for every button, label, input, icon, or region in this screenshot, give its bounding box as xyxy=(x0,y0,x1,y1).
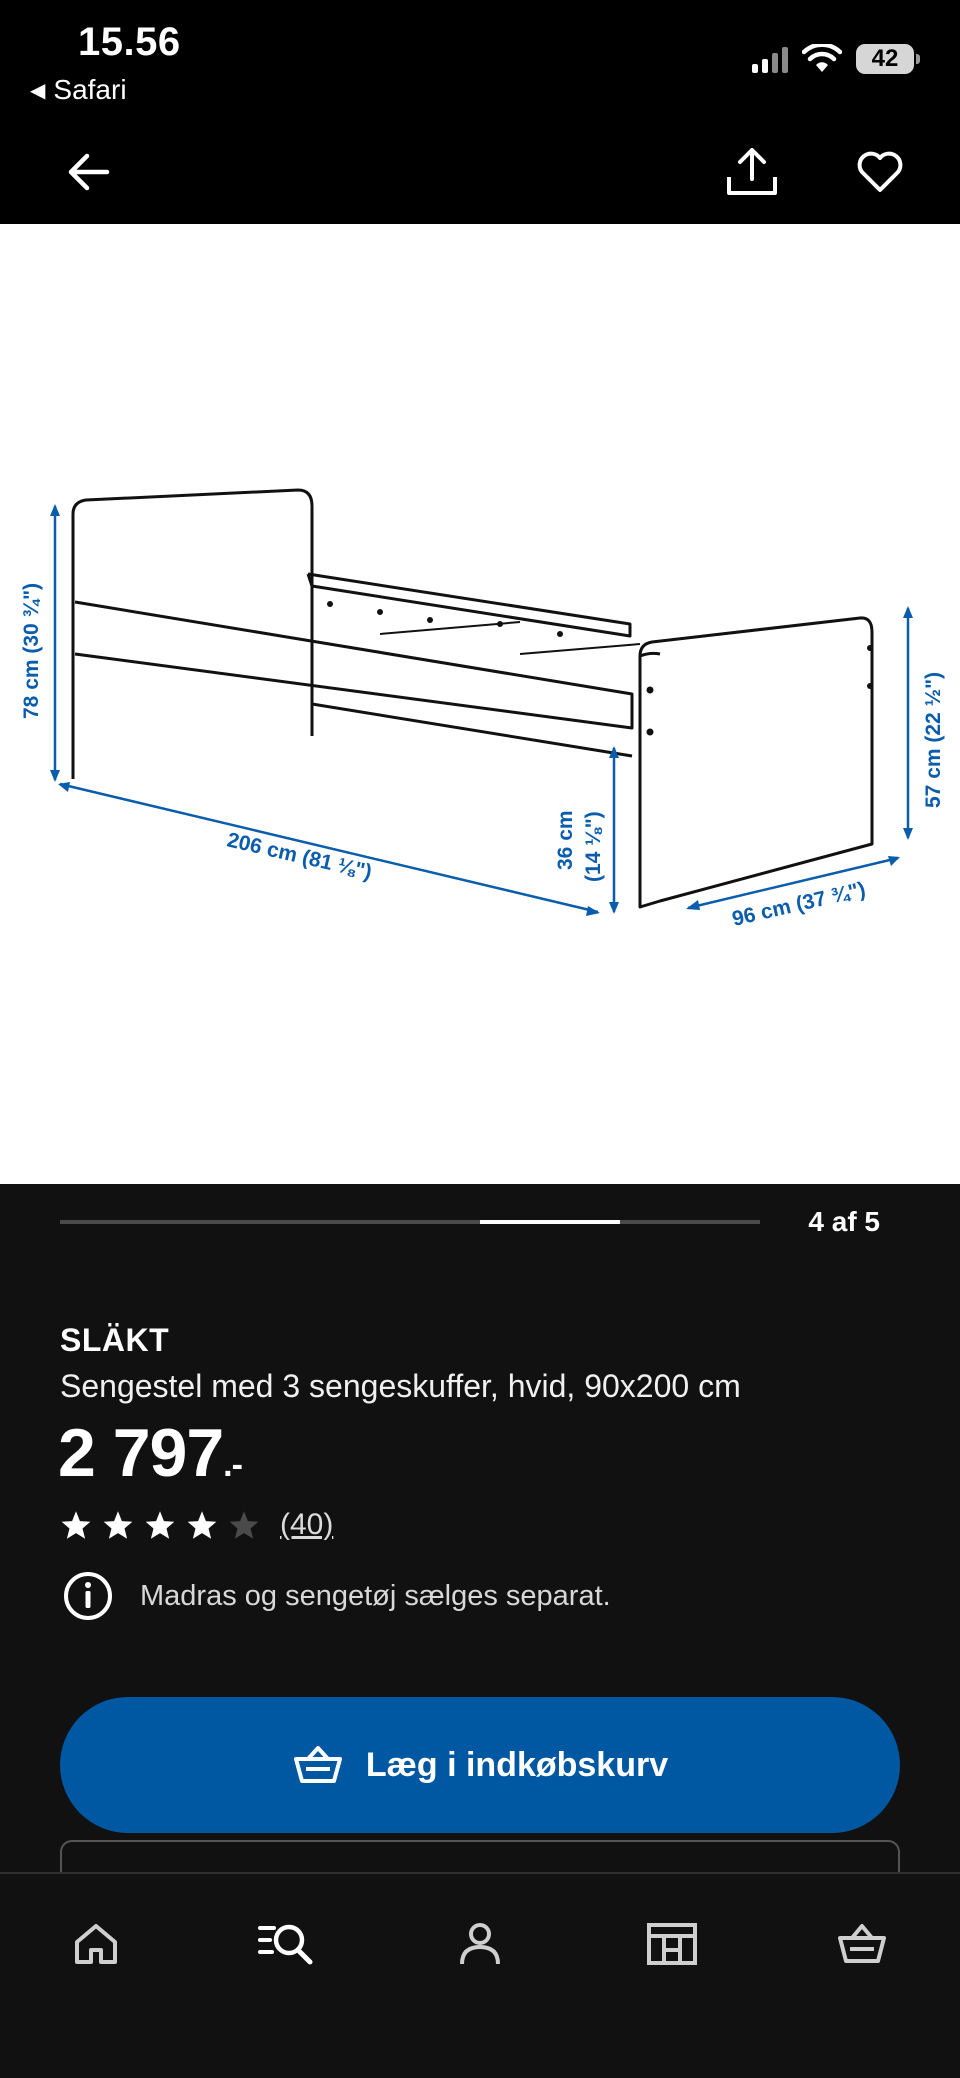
review-count-link[interactable]: (40) xyxy=(280,1508,334,1541)
star-icon xyxy=(144,1510,176,1540)
product-brand: SLÄKT xyxy=(60,1322,170,1358)
star-icon xyxy=(102,1510,134,1540)
dimension-under-bed-inch-label: (14 ⅛") xyxy=(582,811,605,882)
gallery-page-counter: 4 af 5 xyxy=(808,1206,880,1237)
price-value: 2 797 xyxy=(58,1415,224,1491)
home-icon xyxy=(73,1922,119,1966)
bed-dimension-drawing xyxy=(0,224,960,1184)
battery-indicator: 42 xyxy=(856,44,914,74)
gallery-progress-track xyxy=(60,1220,760,1224)
dimension-length-label: 206 cm (81 ⅛") xyxy=(224,828,374,885)
star-empty-icon xyxy=(228,1510,260,1540)
product-rating[interactable] xyxy=(60,1508,333,1542)
top-navigation xyxy=(0,120,960,224)
tab-stores[interactable] xyxy=(632,1904,712,1984)
heart-icon xyxy=(856,150,904,194)
back-to-app[interactable] xyxy=(30,74,127,106)
basket-icon xyxy=(836,1923,888,1965)
star-icon xyxy=(60,1510,92,1540)
signal-icon xyxy=(752,45,788,73)
status-time: 15.56 xyxy=(78,20,181,64)
tab-basket[interactable] xyxy=(822,1904,902,1984)
back-button[interactable] xyxy=(56,140,120,204)
info-icon xyxy=(62,1570,114,1622)
info-text: Madras og sengetøj sælges separat. xyxy=(140,1579,611,1612)
status-bar xyxy=(0,0,960,120)
tab-home[interactable] xyxy=(56,1904,136,1984)
product-image-gallery[interactable] xyxy=(0,224,960,1184)
add-to-cart-label: Læg i indkøbskurv xyxy=(365,1745,669,1784)
add-to-cart-button[interactable] xyxy=(60,1697,900,1833)
profile-icon xyxy=(458,1921,502,1967)
dimension-under-bed-label: 36 cm xyxy=(554,810,577,870)
status-icons xyxy=(752,44,914,74)
dimension-height-label: 78 cm (30 ¾") xyxy=(20,582,43,719)
arrow-left-icon xyxy=(65,152,111,192)
share-icon xyxy=(725,147,779,197)
price-suffix: .- xyxy=(223,1446,242,1484)
product-description: Sengestel med 3 sengeskuffer, hvid, 90x200 cm xyxy=(60,1368,741,1404)
dimension-width-label: 96 cm (37 ¾") xyxy=(729,877,868,931)
dimension-footboard-label: 57 cm (22 ½") xyxy=(922,671,945,808)
basket-icon xyxy=(292,1745,344,1785)
back-triangle-icon: ◀ xyxy=(30,79,46,102)
star-icon xyxy=(186,1510,218,1540)
search-icon xyxy=(256,1920,316,1968)
back-app-label: Safari xyxy=(53,74,127,105)
store-icon xyxy=(646,1922,698,1966)
favorite-button[interactable] xyxy=(848,140,912,204)
tab-profile[interactable] xyxy=(440,1904,520,1984)
gallery-progress-indicator xyxy=(480,1220,620,1224)
share-button[interactable] xyxy=(720,140,784,204)
bottom-tab-bar xyxy=(0,1872,960,2078)
info-notice xyxy=(62,1570,611,1622)
wifi-icon xyxy=(802,44,842,74)
product-price xyxy=(58,1414,242,1492)
tab-search[interactable] xyxy=(246,1904,326,1984)
